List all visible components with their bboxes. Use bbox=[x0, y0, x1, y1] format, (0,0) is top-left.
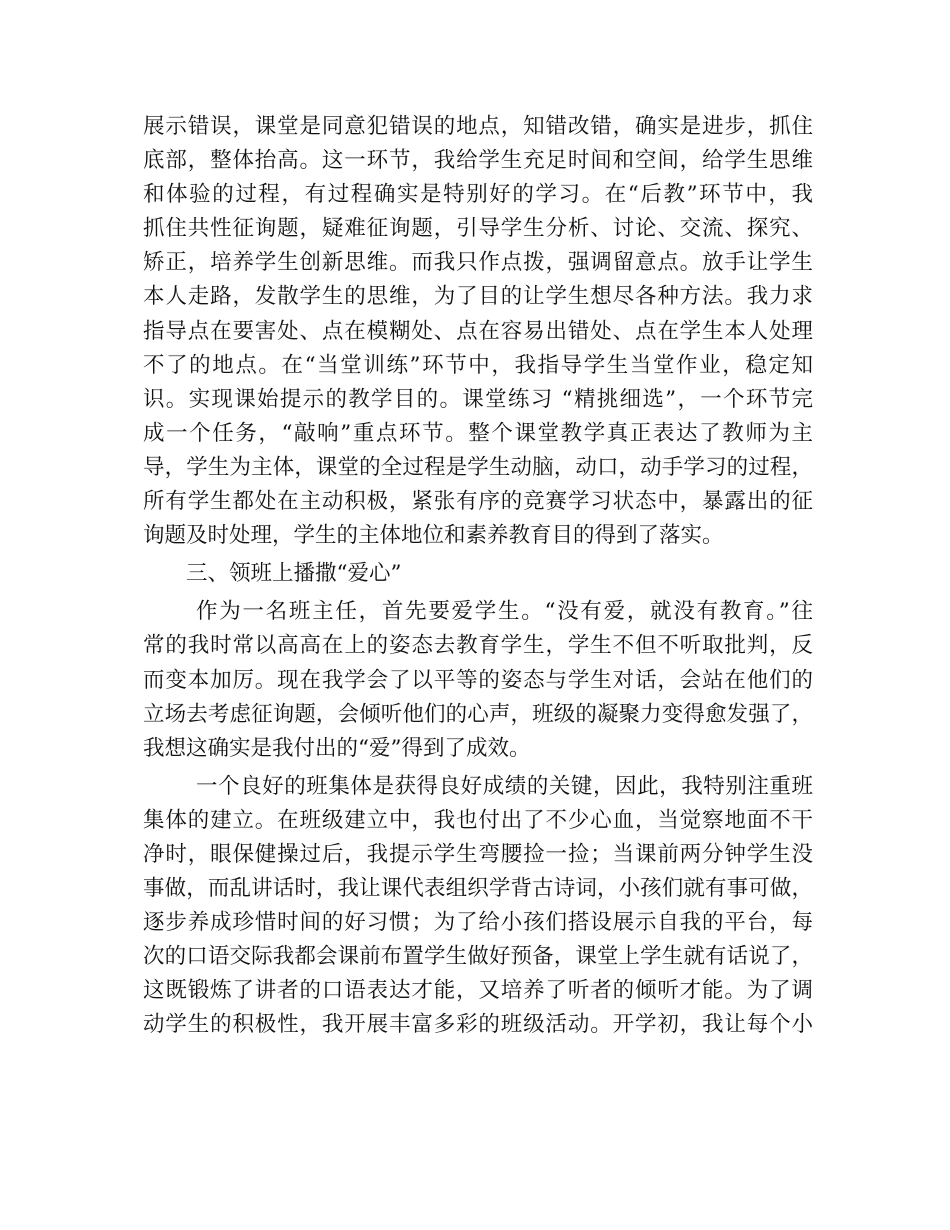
paragraph bbox=[143, 110, 813, 553]
text-line: 询题及时处理，学生的主体地位和素养教育目的得到了落实。 bbox=[143, 523, 724, 549]
text-line: 动学生的积极性，我开展丰富多彩的班级活动。开学初，我让每个小 bbox=[143, 1012, 813, 1038]
text-line: 立场去考虑征询题，会倾听他们的心声，班级的凝聚力变得愈发强了， bbox=[143, 701, 813, 727]
text-line: 这既锻炼了讲者的口语表达才能，又培养了听者的倾听才能。为了调 bbox=[143, 978, 813, 1004]
text-line: 底部，整体抬高。这一环节，我给学生充足时间和空间，给学生思维 bbox=[143, 148, 813, 174]
text-line: 作为一名班主任，首先要爱学生。“没有爱，就没有教育。”往 bbox=[196, 599, 813, 625]
text-line: 导，学生为主体，课堂的全过程是学生动脑，动口，动手学习的过程， bbox=[143, 454, 813, 480]
text-line: 次的口语交际我都会课前布置学生做好预备，课堂上学生就有话说了， bbox=[143, 944, 813, 970]
text-line: 抓住共性征询题，疑难征询题，引导学生分析、讨论、交流、探究、 bbox=[143, 216, 813, 242]
section-heading bbox=[143, 557, 813, 591]
text-line: 所有学生都处在主动积极，紧张有序的竞赛学习状态中，暴露出的征 bbox=[143, 489, 813, 515]
text-line: 识。实现课始提示的教学目的。课堂练习 “精挑细选”，一个环节完 bbox=[143, 386, 813, 412]
paragraph bbox=[143, 770, 813, 1043]
text-line: 不了的地点。在“当堂训练”环节中，我指导学生当堂作业，稳定知 bbox=[143, 352, 813, 378]
document-body bbox=[143, 110, 813, 1043]
text-line: 而变本加厉。现在我学会了以平等的姿态与学生对话，会站在他们的 bbox=[143, 667, 813, 693]
text-line: 成一个任务，“敲响”重点环节。整个课堂教学真正表达了教师为主 bbox=[143, 420, 813, 446]
text-line: 常的我时常以高高在上的姿态去教育学生，学生不但不听取批判，反 bbox=[143, 633, 813, 659]
text-line: 和体验的过程，有过程确实是特别好的学习。在“后教”环节中，我 bbox=[143, 182, 813, 208]
text-line: 矫正，培养学生创新思维。而我只作点拨，强调留意点。放手让学生 bbox=[143, 250, 813, 276]
text-line: 逐步养成珍惜时间的好习惯；为了给小孩们搭设展示自我的平台，每 bbox=[143, 910, 813, 936]
text-line: 事做，而乱讲话时，我让课代表组织学背古诗词，小孩们就有事可做， bbox=[143, 876, 813, 902]
paragraph bbox=[143, 595, 813, 765]
text-line: 我想这确实是我付出的“爱”得到了成效。 bbox=[143, 735, 531, 761]
text-line: 一个良好的班集体是获得良好成绩的关键，因此，我特别注重班 bbox=[196, 773, 813, 799]
text-line: 集体的建立。在班级建立中，我也付出了不少心血，当觉察地面不干 bbox=[143, 807, 813, 833]
text-line: 净时，眼保健操过后，我提示学生弯腰捡一捡；当课前两分钟学生没 bbox=[143, 841, 813, 867]
text-line: 展示错误，课堂是同意犯错误的地点，知错改错，确实是进步，抓住 bbox=[143, 114, 813, 139]
text-line: 本人走路，发散学生的思维，为了目的让学生想尽各种方法。我力求 bbox=[143, 284, 813, 310]
heading-text: 三、领班上播撒“爱心” bbox=[186, 561, 402, 587]
text-line: 指导点在要害处、点在模糊处、点在容易出错处、点在学生本人处理 bbox=[143, 318, 813, 344]
